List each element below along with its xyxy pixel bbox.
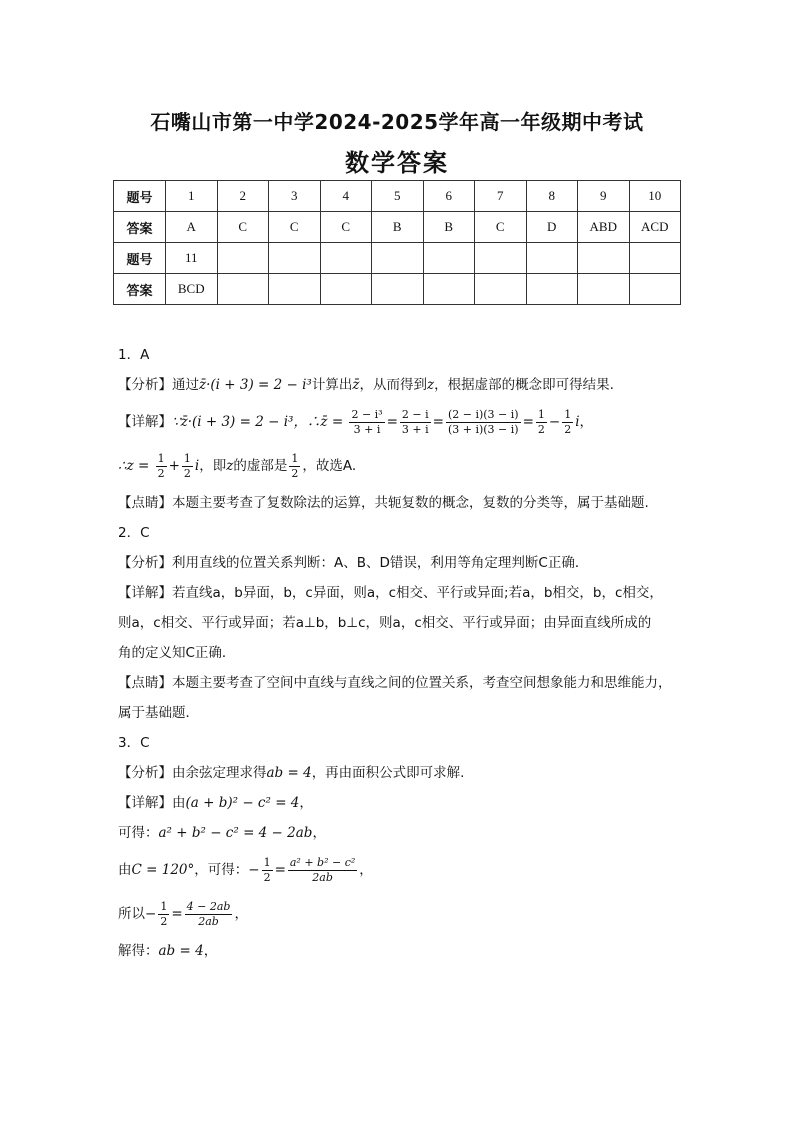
denominator: 2 (291, 466, 299, 480)
text: ， (312, 825, 326, 841)
numerator: 1 (564, 407, 572, 421)
text: 由余弦定理求得 (172, 765, 267, 781)
table-cell (629, 243, 681, 274)
question-number-row (114, 243, 681, 274)
table-cell (475, 274, 527, 305)
denominator: 3 + i (353, 422, 381, 436)
table-cell: BCD (166, 274, 218, 305)
table-cell (217, 243, 269, 274)
equals: = (522, 414, 534, 430)
q1-point (118, 488, 678, 518)
math-expression: (a + b)² − c² = 4 (185, 795, 300, 811)
table-cell (578, 274, 630, 305)
math-var: i (575, 414, 580, 430)
q3-analysis (118, 758, 678, 788)
table-cell: B (423, 212, 475, 243)
numerator: 1 (263, 855, 271, 869)
detail-tag: 【详解】 (118, 414, 172, 430)
table-cell: ACD (629, 212, 681, 243)
fraction (349, 408, 384, 437)
table-cell: ABD (578, 212, 630, 243)
numerator: 2 − i (401, 407, 429, 421)
math-expression: ab = 4 (158, 943, 204, 959)
q2-detail-line3: 角的定义知C正确． (118, 645, 236, 661)
exam-title: 石嘴山市第一中学2024-2025学年高一年级期中考试 (150, 110, 644, 134)
table-cell: 8 (526, 181, 578, 212)
table-cell (217, 274, 269, 305)
table-cell: 2 (217, 181, 269, 212)
table-cell: 5 (372, 181, 424, 212)
text: ， (579, 414, 594, 430)
q2-analysis (118, 548, 678, 578)
table-cell: A (166, 212, 218, 243)
fraction (156, 452, 167, 481)
table-cell (526, 243, 578, 274)
denominator: 2 (263, 870, 271, 884)
table-cell (475, 243, 527, 274)
table-cell (269, 274, 321, 305)
table-cell (629, 274, 681, 305)
plus: + (168, 458, 180, 474)
table-cell: 3 (269, 181, 321, 212)
fraction (262, 856, 273, 885)
q1-number: 1．A (118, 347, 150, 363)
text: ， (234, 906, 248, 922)
table-cell: C (475, 212, 527, 243)
table-cell: C (320, 212, 372, 243)
table-cell (372, 243, 424, 274)
minus: − (145, 906, 157, 922)
answer-subtitle: 数学答案 (345, 149, 449, 177)
q2-number: 2．C (118, 525, 150, 541)
table-cell: 7 (475, 181, 527, 212)
table-row-header: 答案 (114, 274, 166, 305)
fraction (185, 900, 233, 929)
denominator: 2 (157, 466, 165, 480)
point-tag: 【点睛】 (118, 495, 172, 511)
numerator: a² + b² − c² (289, 855, 356, 869)
numerator: (2 − i)(3 − i) (447, 407, 519, 421)
text: 利用直线的位置关系判断：A、B、D错误，利用等角定理判断C正确． (172, 555, 589, 571)
math-expression: C = 120° (131, 862, 195, 878)
equals: = (171, 906, 183, 922)
table-cell (423, 243, 475, 274)
q3-step5 (118, 936, 678, 966)
math-expression: ab = 4 (266, 765, 312, 781)
text: 由 (118, 862, 132, 878)
q3-step3 (118, 848, 678, 892)
table-cell (578, 243, 630, 274)
denominator: 2ab (198, 914, 219, 928)
table-cell (526, 274, 578, 305)
text: ， (203, 943, 218, 959)
q2-detail-line1 (118, 578, 678, 608)
table-cell (320, 274, 372, 305)
numerator: 1 (183, 451, 191, 465)
text: 通过 (172, 377, 199, 393)
text: 解得： (118, 943, 159, 959)
table-cell: 4 (320, 181, 372, 212)
fraction (536, 408, 547, 437)
numerator: 2 − i³ (351, 407, 383, 421)
fraction (288, 856, 357, 885)
answer-row (114, 274, 681, 305)
equals: = (432, 414, 444, 430)
minus: − (248, 862, 260, 878)
denominator: 3 + i (401, 422, 429, 436)
text: ，再由面积公式即可求解. (311, 765, 465, 781)
text: 计算出 (311, 377, 353, 393)
table-row-header: 题号 (114, 243, 166, 274)
text: 的虚部是 (233, 458, 288, 474)
answer-table (113, 180, 681, 305)
text: 本题主要考查了复数除法的运算，共轭复数的概念，复数的分类等，属于基础题. (172, 495, 649, 511)
text: 可得： (118, 825, 159, 841)
q3-number: 3．C (118, 735, 150, 751)
table-cell: C (269, 212, 321, 243)
analysis-tag: 【分析】 (118, 377, 172, 393)
denominator: 2 (537, 422, 545, 436)
q3-detail (118, 788, 678, 818)
table-row-header: 题号 (114, 181, 166, 212)
text: ，可得： (194, 862, 249, 878)
q2-point-line2: 属于基础题． (118, 705, 199, 721)
text: ，故选A. (302, 458, 357, 474)
table-cell: 11 (166, 243, 218, 274)
point-tag: 【点睛】 (118, 675, 172, 691)
analysis-tag: 【分析】 (118, 765, 172, 781)
math-expression: ，∴z̄ = (293, 414, 344, 430)
math-expression: ∵z̄·(i + 3) = 2 − i³ (172, 414, 294, 430)
q2-detail-line2: 则a，c相交、平行或异面；若a⊥b，b⊥c，则a，c相交、平行或异面；由异面直线所成的 (118, 615, 652, 631)
solution-body (118, 340, 678, 966)
answer-row (114, 212, 681, 243)
numerator: 4 − 2ab (186, 899, 231, 913)
table-cell: 10 (629, 181, 681, 212)
q1-analysis (118, 370, 678, 400)
denominator: 2ab (312, 870, 333, 884)
table-cell (372, 274, 424, 305)
text: ，根据虚部的概念即可得结果. (434, 377, 614, 393)
fraction (182, 452, 193, 481)
equals: = (386, 414, 398, 430)
table-cell (320, 243, 372, 274)
fraction (289, 452, 300, 481)
math-var: z (226, 458, 234, 474)
q3-step4 (118, 892, 678, 936)
denominator: 2 (183, 466, 191, 480)
numerator: 1 (157, 451, 165, 465)
fraction (158, 900, 169, 929)
fraction (562, 408, 573, 437)
table-cell: C (217, 212, 269, 243)
text: 由 (172, 795, 186, 811)
math-expression: a² + b² − c² = 4 − 2ab (158, 825, 313, 841)
numerator: 1 (291, 451, 299, 465)
text: 本题主要考查了空间中直线与直线之间的位置关系，考查空间想象能力和思维能力， (172, 675, 672, 691)
q1-detail (118, 400, 678, 444)
math-expression: z̄·(i + 3) = 2 − i³ (199, 377, 312, 393)
math-var: z (426, 377, 435, 393)
analysis-tag: 【分析】 (118, 555, 172, 571)
equals: = (274, 862, 286, 878)
minus: − (548, 414, 561, 430)
fraction (446, 408, 521, 437)
math-expression: ∴z = (118, 458, 150, 474)
text: ，即 (199, 458, 227, 474)
table-cell: 6 (423, 181, 475, 212)
table-cell (423, 274, 475, 305)
math-var: z̄ (352, 377, 360, 393)
numerator: 1 (537, 407, 545, 421)
q3-step2 (118, 818, 678, 848)
table-cell: 1 (166, 181, 218, 212)
detail-tag: 【详解】 (118, 795, 172, 811)
table-cell: 9 (578, 181, 630, 212)
detail-tag: 【详解】 (118, 585, 172, 601)
table-cell: D (526, 212, 578, 243)
denominator: 2 (160, 914, 168, 928)
numerator: 1 (160, 899, 168, 913)
q2-point-line1 (118, 668, 678, 698)
text: ， (299, 795, 313, 811)
denominator: (3 + i)(3 − i) (447, 422, 519, 436)
q1-result (118, 444, 678, 488)
table-row-header: 答案 (114, 212, 166, 243)
table-cell: B (372, 212, 424, 243)
math-var: i (194, 458, 200, 474)
denominator: 2 (564, 422, 572, 436)
table-cell (269, 243, 321, 274)
text: 所以 (118, 906, 145, 922)
text: 若直线a，b异面，b，c异面，则a，c相交、平行或异面;若a，b相交，b，c相交， (172, 585, 663, 601)
fraction (400, 408, 431, 437)
text: ，从而得到 (359, 377, 427, 393)
text: ， (359, 862, 373, 878)
question-number-row (114, 181, 681, 212)
